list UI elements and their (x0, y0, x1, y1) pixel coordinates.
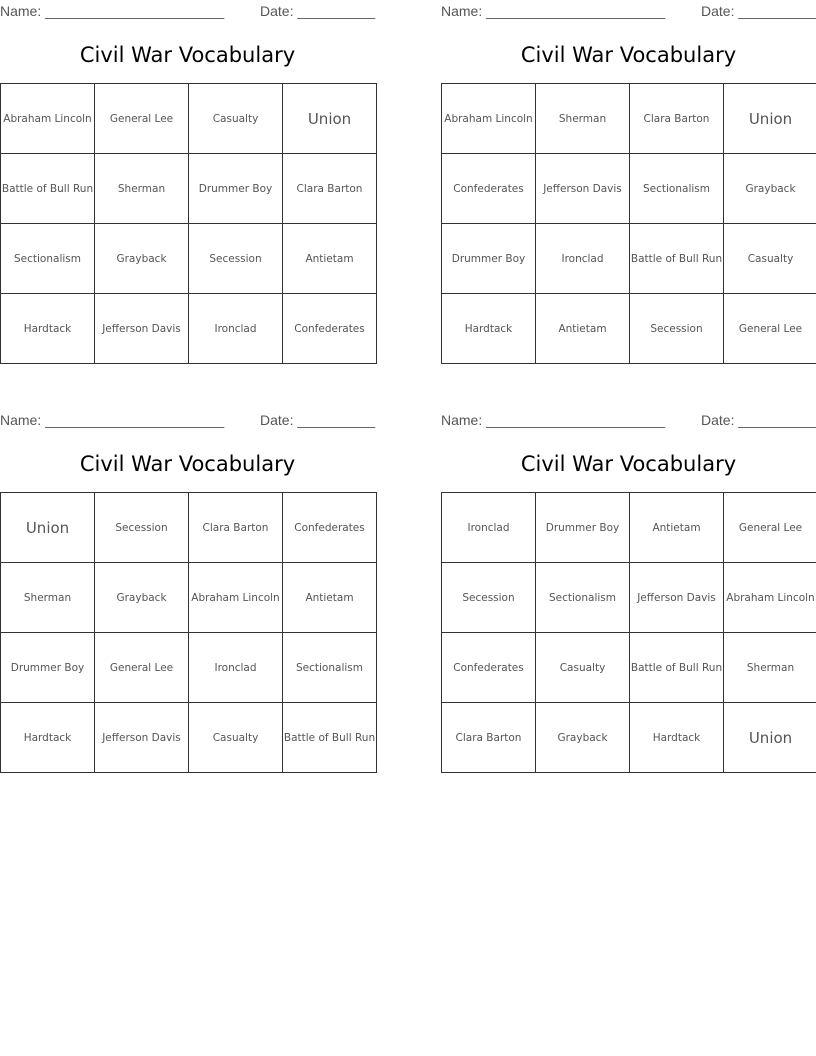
date-field[interactable]: Date: __________ (701, 3, 816, 19)
name-field[interactable]: Name: _______________________ (0, 412, 225, 428)
bingo-card-3 (0, 409, 375, 774)
grid-cell: Grayback (95, 563, 189, 633)
grid-cell: Sherman (1, 563, 95, 633)
grid-cell: Sectionalism (536, 563, 630, 633)
grid-cell: Drummer Boy (442, 224, 536, 294)
grid-row (1, 84, 377, 154)
grid-cell: Clara Barton (630, 84, 724, 154)
card-title: Civil War Vocabulary (79, 452, 296, 476)
grid-cell: Sherman (536, 84, 630, 154)
grid-cell: Antietam (283, 563, 377, 633)
grid-cell: Antietam (536, 294, 630, 364)
grid-cell: Ironclad (189, 633, 283, 703)
grid-cell: Confederates (283, 294, 377, 364)
grid-row (442, 224, 816, 294)
grid-row (442, 84, 816, 154)
grid-cell: General Lee (95, 633, 189, 703)
date-field[interactable]: Date: __________ (701, 412, 816, 428)
grid-cell: General Lee (724, 294, 816, 364)
grid-cell: Battle of Bull Run (630, 224, 724, 294)
grid-cell: Jefferson Davis (630, 563, 724, 633)
grid-row (1, 633, 377, 703)
name-field[interactable]: Name: _______________________ (441, 412, 666, 428)
grid-cell: Jefferson Davis (536, 154, 630, 224)
grid-cell: Casualty (189, 84, 283, 154)
grid-cell: Battle of Bull Run (1, 154, 95, 224)
grid-row (442, 154, 816, 224)
grid-cell: Union (724, 84, 816, 154)
card-title: Civil War Vocabulary (79, 43, 296, 67)
bingo-grid (0, 83, 377, 364)
grid-cell: Grayback (724, 154, 816, 224)
grid-cell: Sectionalism (630, 154, 724, 224)
grid-cell: Sherman (95, 154, 189, 224)
bingo-grid (441, 83, 816, 364)
grid-cell: Secession (442, 563, 536, 633)
grid-cell: Abraham Lincoln (189, 563, 283, 633)
bingo-grid (0, 492, 377, 773)
grid-cell: Clara Barton (283, 154, 377, 224)
grid-cell: Abraham Lincoln (442, 84, 536, 154)
grid-cell: General Lee (95, 84, 189, 154)
grid-cell: Secession (630, 294, 724, 364)
card-title: Civil War Vocabulary (520, 43, 737, 67)
grid-row (442, 563, 816, 633)
grid-cell: Union (724, 703, 816, 773)
grid-cell: Drummer Boy (189, 154, 283, 224)
grid-cell: Confederates (442, 154, 536, 224)
grid-cell: Confederates (442, 633, 536, 703)
grid-cell: Union (283, 84, 377, 154)
grid-cell: Battle of Bull Run (630, 633, 724, 703)
bingo-card-2 (441, 0, 816, 365)
name-field[interactable]: Name: _______________________ (0, 3, 225, 19)
grid-cell: Confederates (283, 493, 377, 563)
grid-cell: Hardtack (1, 294, 95, 364)
grid-cell: Grayback (536, 703, 630, 773)
grid-cell: Drummer Boy (536, 493, 630, 563)
grid-row (442, 493, 816, 563)
grid-cell: Hardtack (1, 703, 95, 773)
grid-cell: Sectionalism (1, 224, 95, 294)
grid-row (1, 154, 377, 224)
grid-cell: Union (1, 493, 95, 563)
date-field[interactable]: Date: __________ (260, 3, 376, 19)
grid-cell: Clara Barton (442, 703, 536, 773)
grid-cell: Ironclad (442, 493, 536, 563)
grid-row (1, 563, 377, 633)
grid-row (442, 294, 816, 364)
grid-cell: Casualty (724, 224, 816, 294)
grid-row (1, 493, 377, 563)
bingo-card-4 (441, 409, 816, 774)
grid-row (442, 703, 816, 773)
bingo-card-1 (0, 0, 375, 365)
grid-cell: Hardtack (630, 703, 724, 773)
grid-cell: Secession (95, 493, 189, 563)
grid-cell: Ironclad (536, 224, 630, 294)
grid-row (442, 633, 816, 703)
grid-cell: Sherman (724, 633, 816, 703)
date-field[interactable]: Date: __________ (260, 412, 376, 428)
grid-cell: Battle of Bull Run (283, 703, 377, 773)
grid-cell: Grayback (95, 224, 189, 294)
grid-cell: Antietam (283, 224, 377, 294)
bingo-grid (441, 492, 816, 773)
grid-cell: Casualty (536, 633, 630, 703)
grid-cell: Clara Barton (189, 493, 283, 563)
grid-cell: Jefferson Davis (95, 294, 189, 364)
grid-cell: Secession (189, 224, 283, 294)
grid-row (1, 294, 377, 364)
grid-row (1, 703, 377, 773)
grid-cell: Sectionalism (283, 633, 377, 703)
grid-cell: Abraham Lincoln (1, 84, 95, 154)
grid-cell: Casualty (189, 703, 283, 773)
grid-cell: Antietam (630, 493, 724, 563)
grid-cell: General Lee (724, 493, 816, 563)
grid-cell: Drummer Boy (1, 633, 95, 703)
grid-cell: Abraham Lincoln (724, 563, 816, 633)
grid-cell: Hardtack (442, 294, 536, 364)
name-field[interactable]: Name: _______________________ (441, 3, 666, 19)
grid-cell: Jefferson Davis (95, 703, 189, 773)
grid-cell: Ironclad (189, 294, 283, 364)
card-title: Civil War Vocabulary (520, 452, 737, 476)
grid-row (1, 224, 377, 294)
